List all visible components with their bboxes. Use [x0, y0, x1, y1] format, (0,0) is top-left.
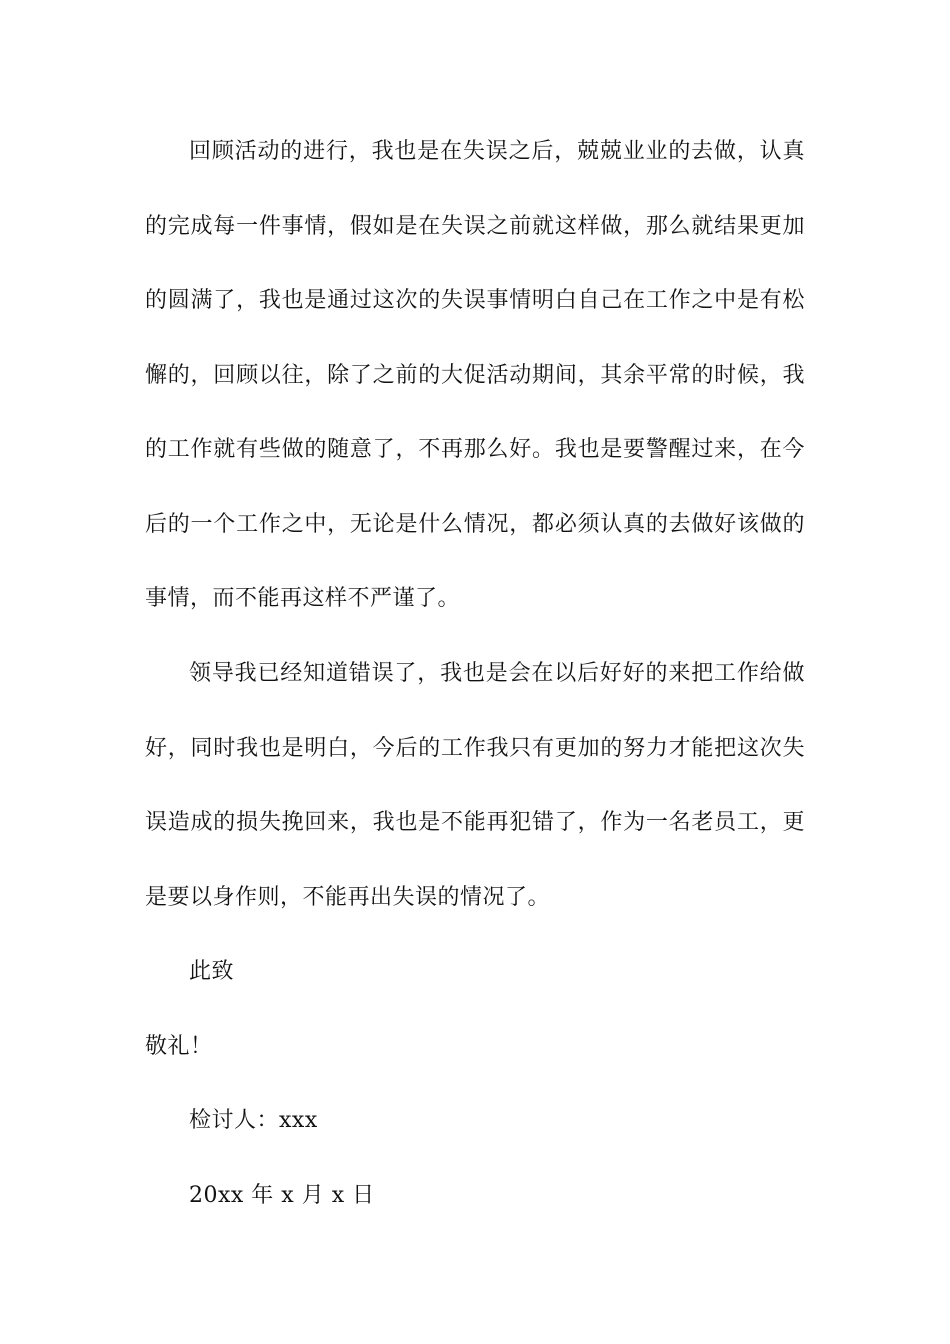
closing-respect: 敬礼！: [145, 1034, 213, 1059]
paragraph2-line-2: 好，同时我也是明白，今后的工作我只有更加的努力才能把这次失: [145, 736, 805, 761]
paragraph1-line-2: 的完成每一件事情，假如是在失误之前就这样做，那么就结果更加: [145, 214, 805, 239]
paragraph1-line-3: 的圆满了，我也是通过这次的失误事情明白自己在工作之中是有松: [145, 288, 805, 313]
paragraph2-line-1: 领导我已经知道错误了，我也是会在以后好好的来把工作给做: [189, 661, 805, 686]
closing-salutation: 此致: [189, 959, 235, 984]
paragraph1-line-5: 的工作就有些做的随意了，不再那么好。我也是要警醒过来，在今: [145, 437, 805, 462]
paragraph1-line-7: 事情，而不能再这样不严谨了。: [145, 586, 461, 611]
paragraph1-line-1: 回顾活动的进行，我也是在失误之后，兢兢业业的去做，认真: [189, 139, 805, 164]
paragraph2-line-3: 误造成的损失挽回来，我也是不能再犯错了，作为一名老员工，更: [145, 810, 805, 835]
paragraph1-line-6: 后的一个工作之中，无论是什么情况，都必须认真的去做好该做的: [145, 512, 805, 537]
paragraph2-line-4: 是要以身作则，不能再出失误的情况了。: [145, 885, 551, 910]
date-line: 20xx 年 x 月 x 日: [189, 1183, 375, 1208]
signer-line: 检讨人：xxx: [189, 1108, 318, 1133]
paragraph1-line-4: 懈的，回顾以往，除了之前的大促活动期间，其余平常的时候，我: [145, 363, 805, 388]
